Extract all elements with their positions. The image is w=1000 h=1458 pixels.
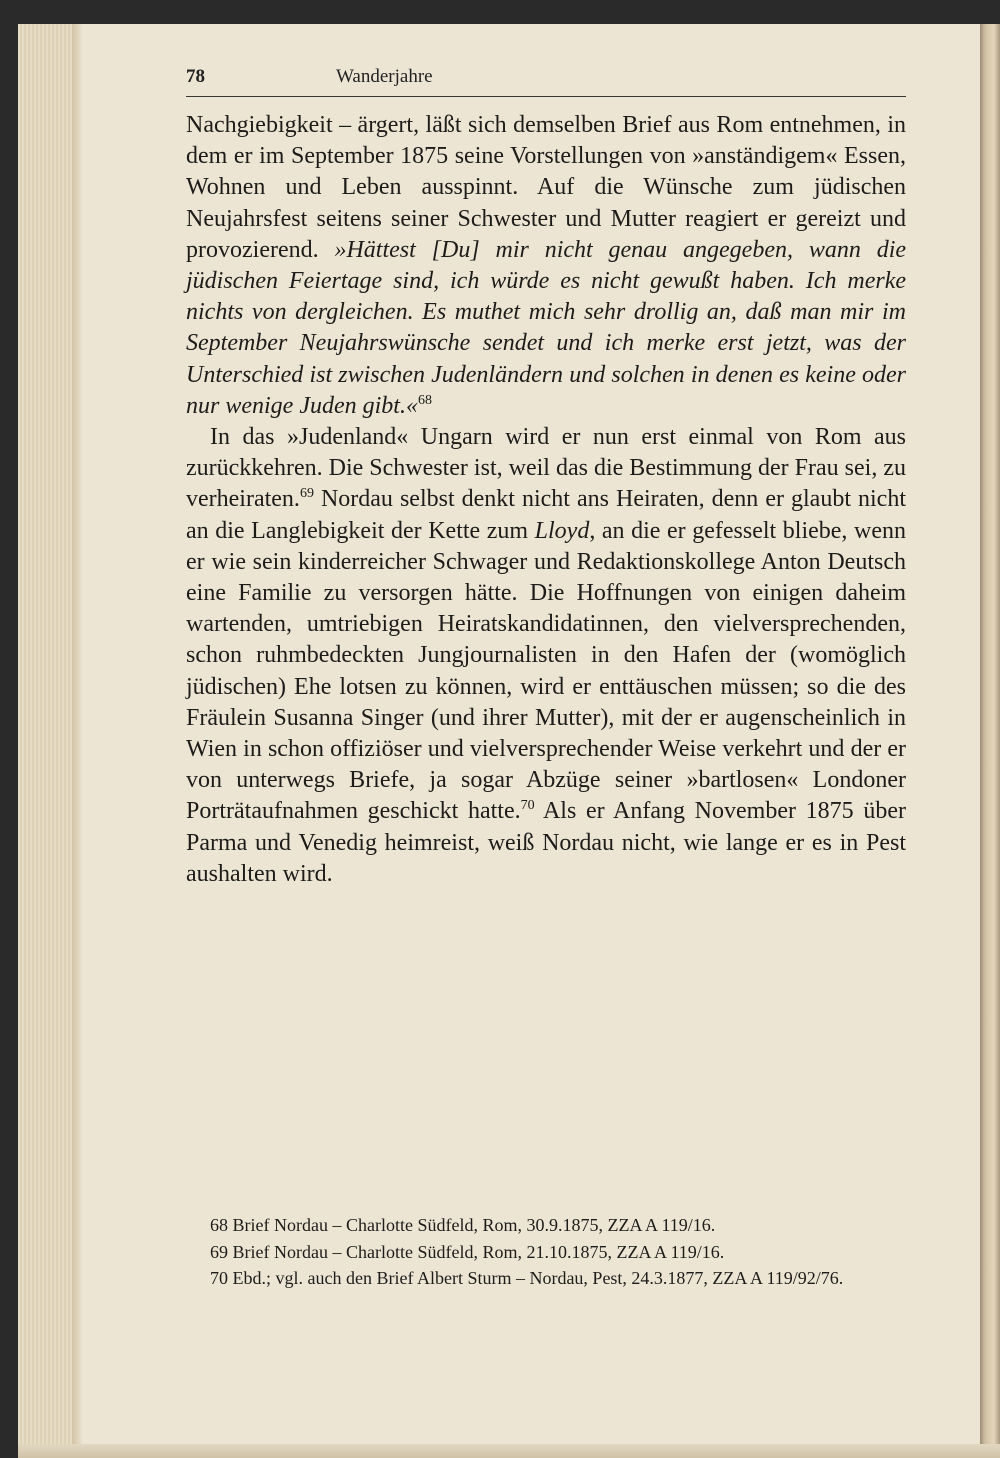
footnote-70: 70 Ebd.; vgl. auch den Brief Albert Sturm – Nordau, Pest, 24.3.1877, ZZA A 119/92/76. [210,1268,844,1288]
paragraph-2-text-d: Als er Anfang November 1875 über Parma und Venedig heimreist, weiß Nordau nicht, wie lange er es in Pest aushalten wird. [186,798,906,887]
running-title: Wanderjahre [336,66,433,87]
paragraph-1-text: Nachgiebigkeit – ärgert, läßt sich demselben Brief aus Rom entnehmen, in dem er im September 1875 seine Vorstellungen von »anständigem« Essen, Wohnen und Leben ausspinnt. Auf die Wünsche zum jüdischen Neujahrsfest seitens seiner Schwester und Mutter reagiert er gereizt und provozierend. [186,112,906,263]
footnote-68: 68 Brief Nordau – Charlotte Südfeld, Rom, 30.9.1875, ZZA A 119/16. [210,1215,716,1235]
spine-shadow [72,24,82,1458]
footnote-ref-69: 69 [299,486,314,502]
page-bottom-edge [18,1444,1000,1458]
footnotes [186,1212,906,1292]
nordau-quote: »Hättest [Du] mir nicht genau angegeben, wann die jüdischen Feiertage sind, ich würde es nicht gewußt haben. Ich merke nichts von dergleichen. Es muthet mich sehr drollig an, daß man mir im September Neujahrswünsche sendet und ich merke erst jetzt, was der Unterschied ist zwischen Judenländern und solchen in denen es keine oder nur wenige Juden gibt.« [186,236,907,419]
paragraph-1 [186,110,906,422]
page-header [186,66,906,97]
footnote-69: 69 Brief Nordau – Charlotte Südfeld, Rom, 21.10.1875, ZZA A 119/16. [210,1241,725,1262]
book-spine [18,24,72,1458]
paragraph-2-text-a: In das »Judenland« Ungarn wird er nun erst einmal von Rom aus zurückkehren. Die Schwester ist, weil das die Bestimmung der Frau sei, zu verheiraten. [186,424,906,513]
next-page-edge [980,24,1000,1458]
page-number: 78 [186,66,205,87]
body-text [186,110,906,890]
footnote-ref-70: 70 [520,798,535,814]
lloyd-italic: Lloyd [534,517,590,544]
paragraph-2 [186,422,906,890]
paragraph-2-text-b: Nordau selbst denkt nicht ans Heiraten, denn er glaubt nicht an die Langlebigkeit der Kette zum [186,486,906,544]
footnote-ref-68: 68 [417,392,432,408]
paragraph-2-text-c: , an die er gefesselt bliebe, wenn er wie sein kinderreicher Schwager und Redaktionskollege Anton Deutsch eine Familie zu versorgen hätte. Die Hoffnungen von einigen daheim wartenden, umtriebigen Heiratskandidatinnen, den vielversprechenden, schon ruhmbedeckten Jungjournalisten in den Hafen der (womöglich jüdischen) Ehe lotsen zu können, wird er enttäuschen müssen; so die des Fräulein Susanna Singer (und ihrer Mutter), mit der er augenscheinlich in Wien in schon offiziöser und vielversprechender Weise verkehrt und der er von unterwegs Briefe, ja sogar Abzüge seiner »bartlosen« Londoner Porträtaufnahmen geschickt hatte. [186,517,906,825]
